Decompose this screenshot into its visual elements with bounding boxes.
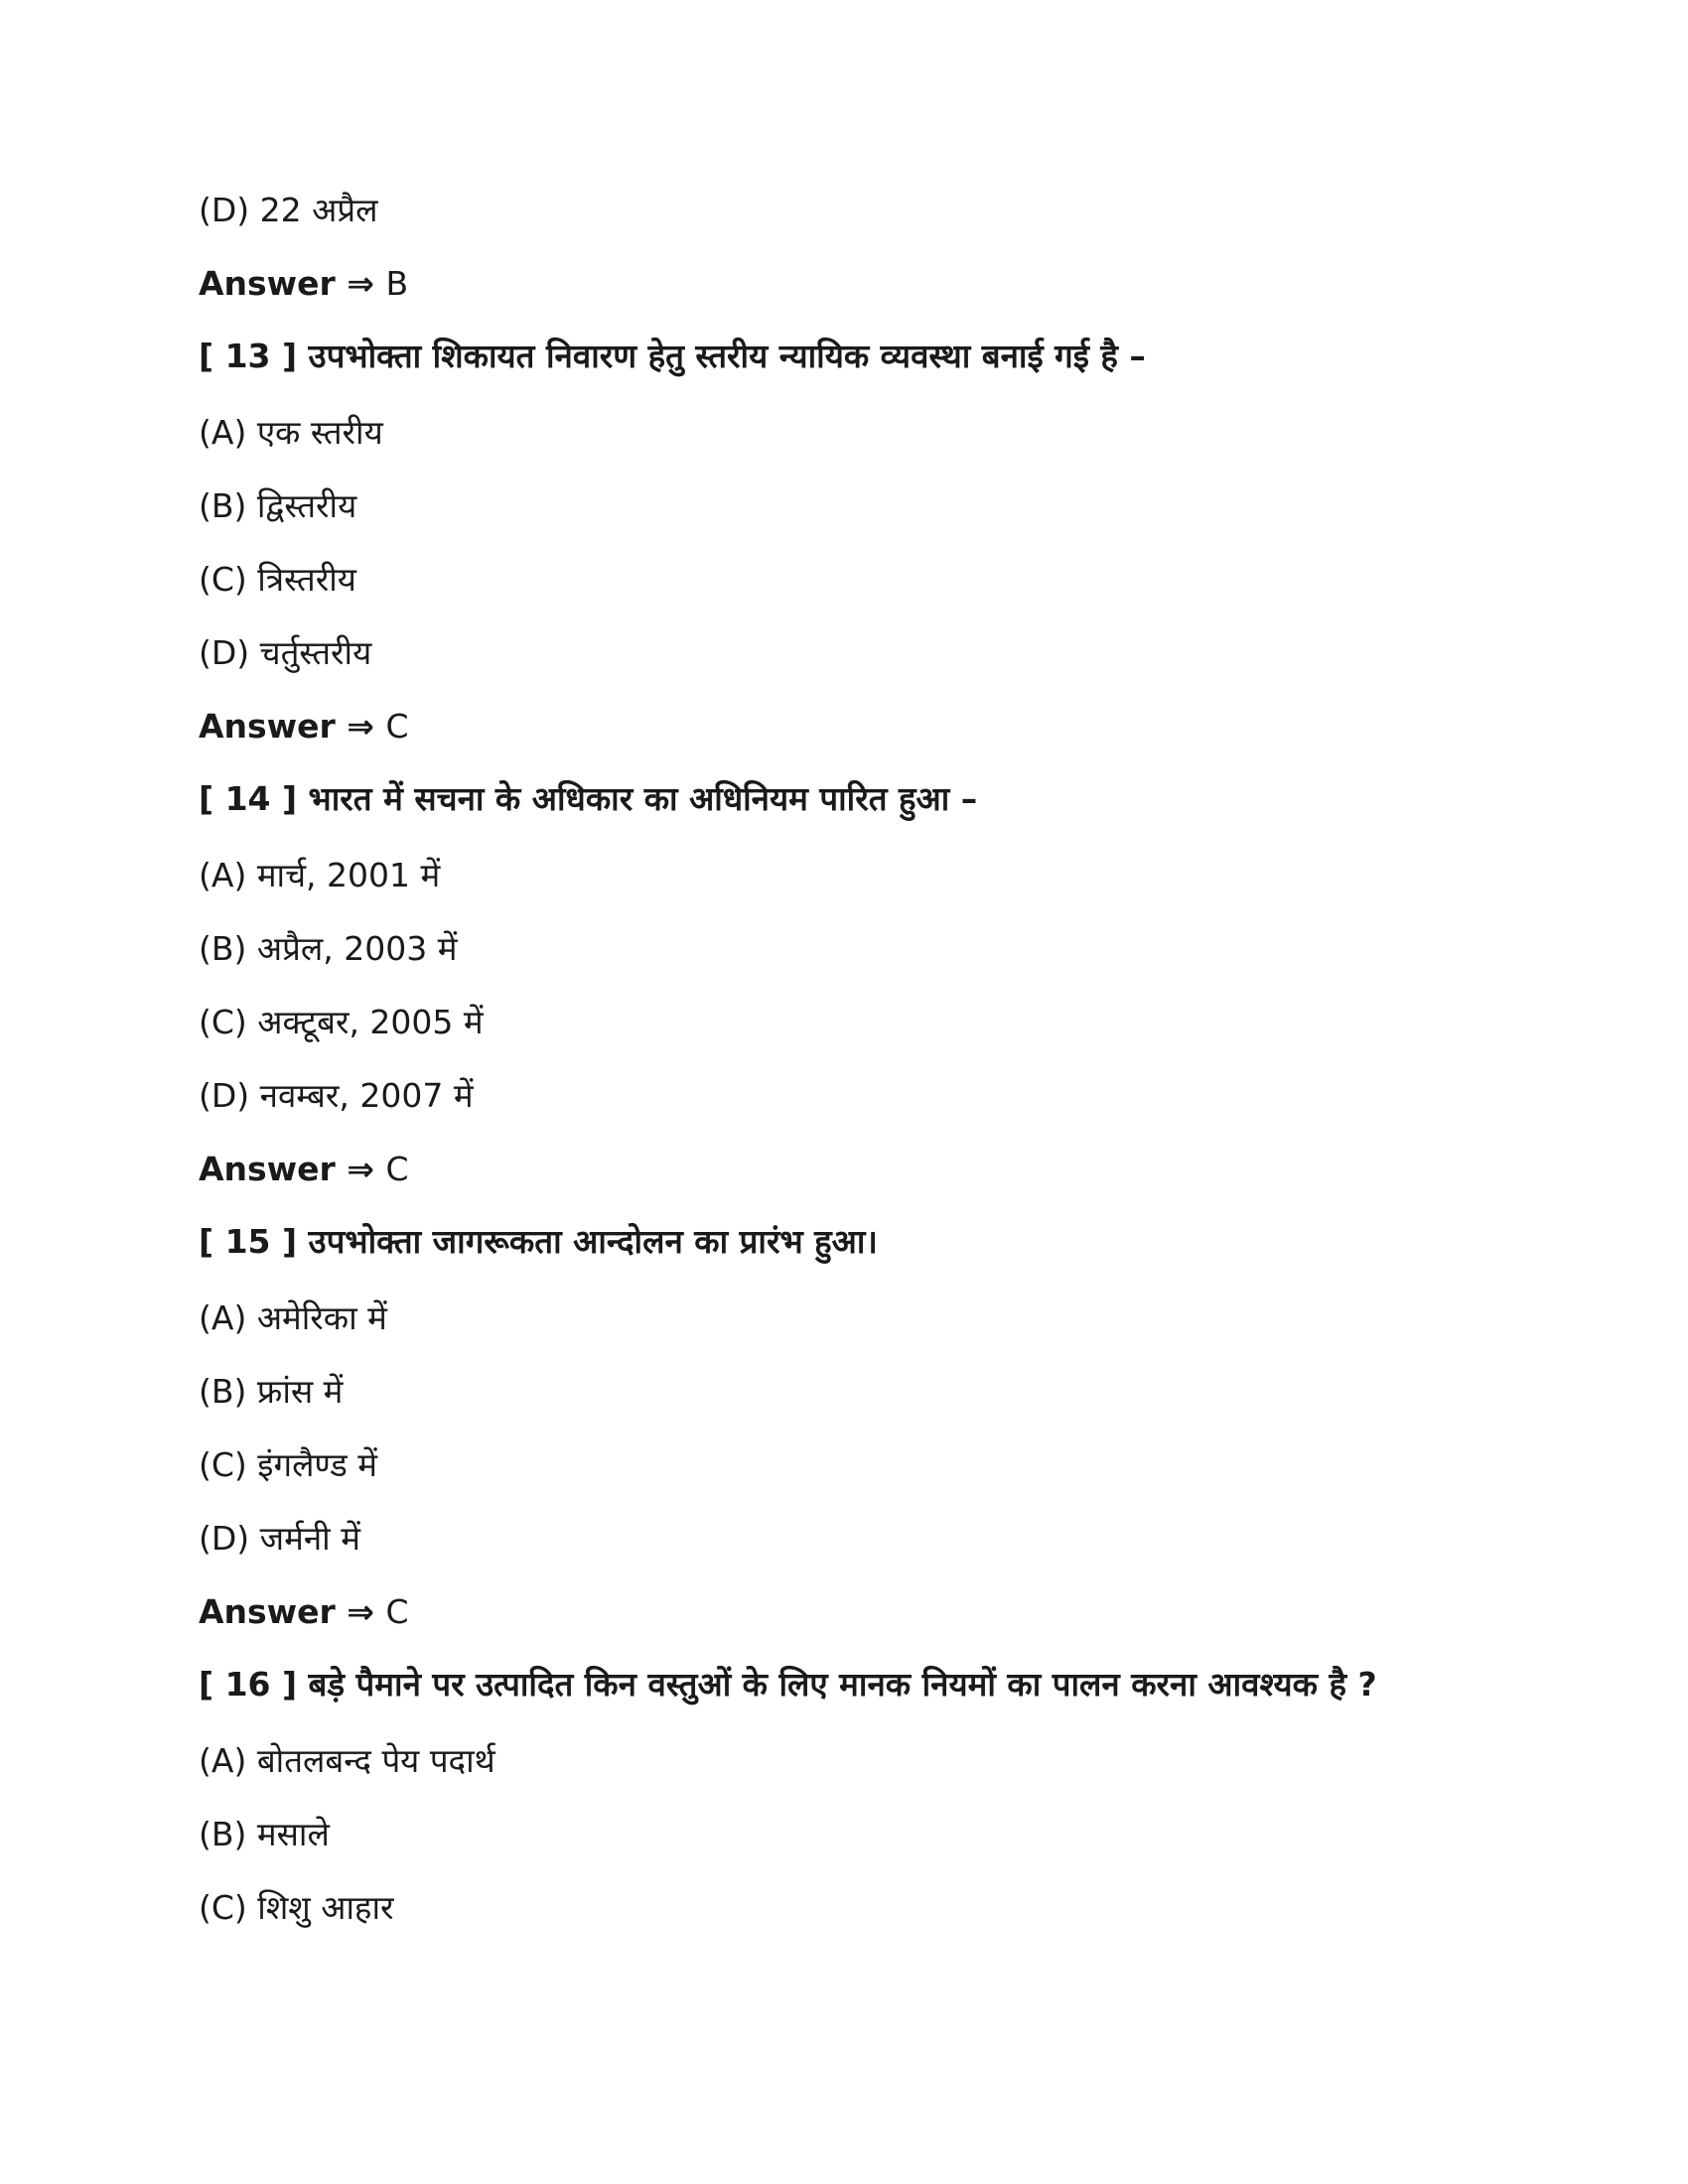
- option-14-b: (B) अप्रैल, 2003 में: [199, 929, 458, 968]
- answer-value: C: [385, 1150, 409, 1188]
- question-14: [ 14 ] भारत में सचना के अधिकार का अधिनियम पारित हुआ –: [199, 779, 978, 818]
- answer-15: [199, 1590, 1489, 1634]
- option-14-a: (A) मार्च, 2001 में: [199, 856, 441, 894]
- answer-label: Answer ⇒: [199, 1150, 374, 1188]
- answer-label: Answer ⇒: [199, 1592, 374, 1631]
- question-13: [ 13 ] उपभोक्ता शिकायत निवारण हेतु स्तरीय न्यायिक व्यवस्था बनाई गई है –: [199, 337, 1146, 375]
- option-15-a: (A) अमेरिका में: [199, 1298, 387, 1337]
- option-14-c: (C) अक्टूबर, 2005 में: [199, 1003, 484, 1041]
- answer-13: [199, 705, 1489, 749]
- answer-12: [199, 262, 1489, 306]
- answer-value: C: [385, 1592, 409, 1631]
- option-12-d: (D) 22 अप्रैल: [199, 191, 378, 229]
- option-13-d: (D) चर्तुस्तरीय: [199, 633, 372, 672]
- answer-label: Answer ⇒: [199, 707, 374, 746]
- option-15-b: (B) फ्रांस में: [199, 1372, 344, 1411]
- question-16: [ 16 ] बड़े पैमाने पर उत्पादित किन वस्तुओं के लिए मानक नियमों का पालन करना आवश्यक है ?: [199, 1665, 1377, 1704]
- option-13-a: (A) एक स्तरीय: [199, 413, 383, 452]
- option-15-c: (C) इंगलैण्ड में: [199, 1445, 377, 1484]
- option-16-a: (A) बोतलबन्द पेय पदार्थ: [199, 1741, 495, 1780]
- option-16-c: (C) शिशु आहार: [199, 1888, 394, 1927]
- option-14-d: (D) नवम्बर, 2007 में: [199, 1076, 474, 1115]
- option-15-d: (D) जर्मनी में: [199, 1519, 360, 1558]
- option-16-b: (B) मसाले: [199, 1815, 330, 1853]
- answer-value: C: [385, 707, 409, 746]
- option-13-c: (C) त्रिस्तरीय: [199, 560, 356, 599]
- option-13-b: (B) द्विस्तरीय: [199, 486, 357, 525]
- answer-label: Answer ⇒: [199, 264, 374, 303]
- answer-14: [199, 1148, 1489, 1191]
- document-page: [199, 189, 1489, 1960]
- answer-value: B: [385, 264, 409, 303]
- question-15: [ 15 ] उपभोक्ता जागरूकता आन्दोलन का प्रारंभ हुआ।: [199, 1222, 878, 1261]
